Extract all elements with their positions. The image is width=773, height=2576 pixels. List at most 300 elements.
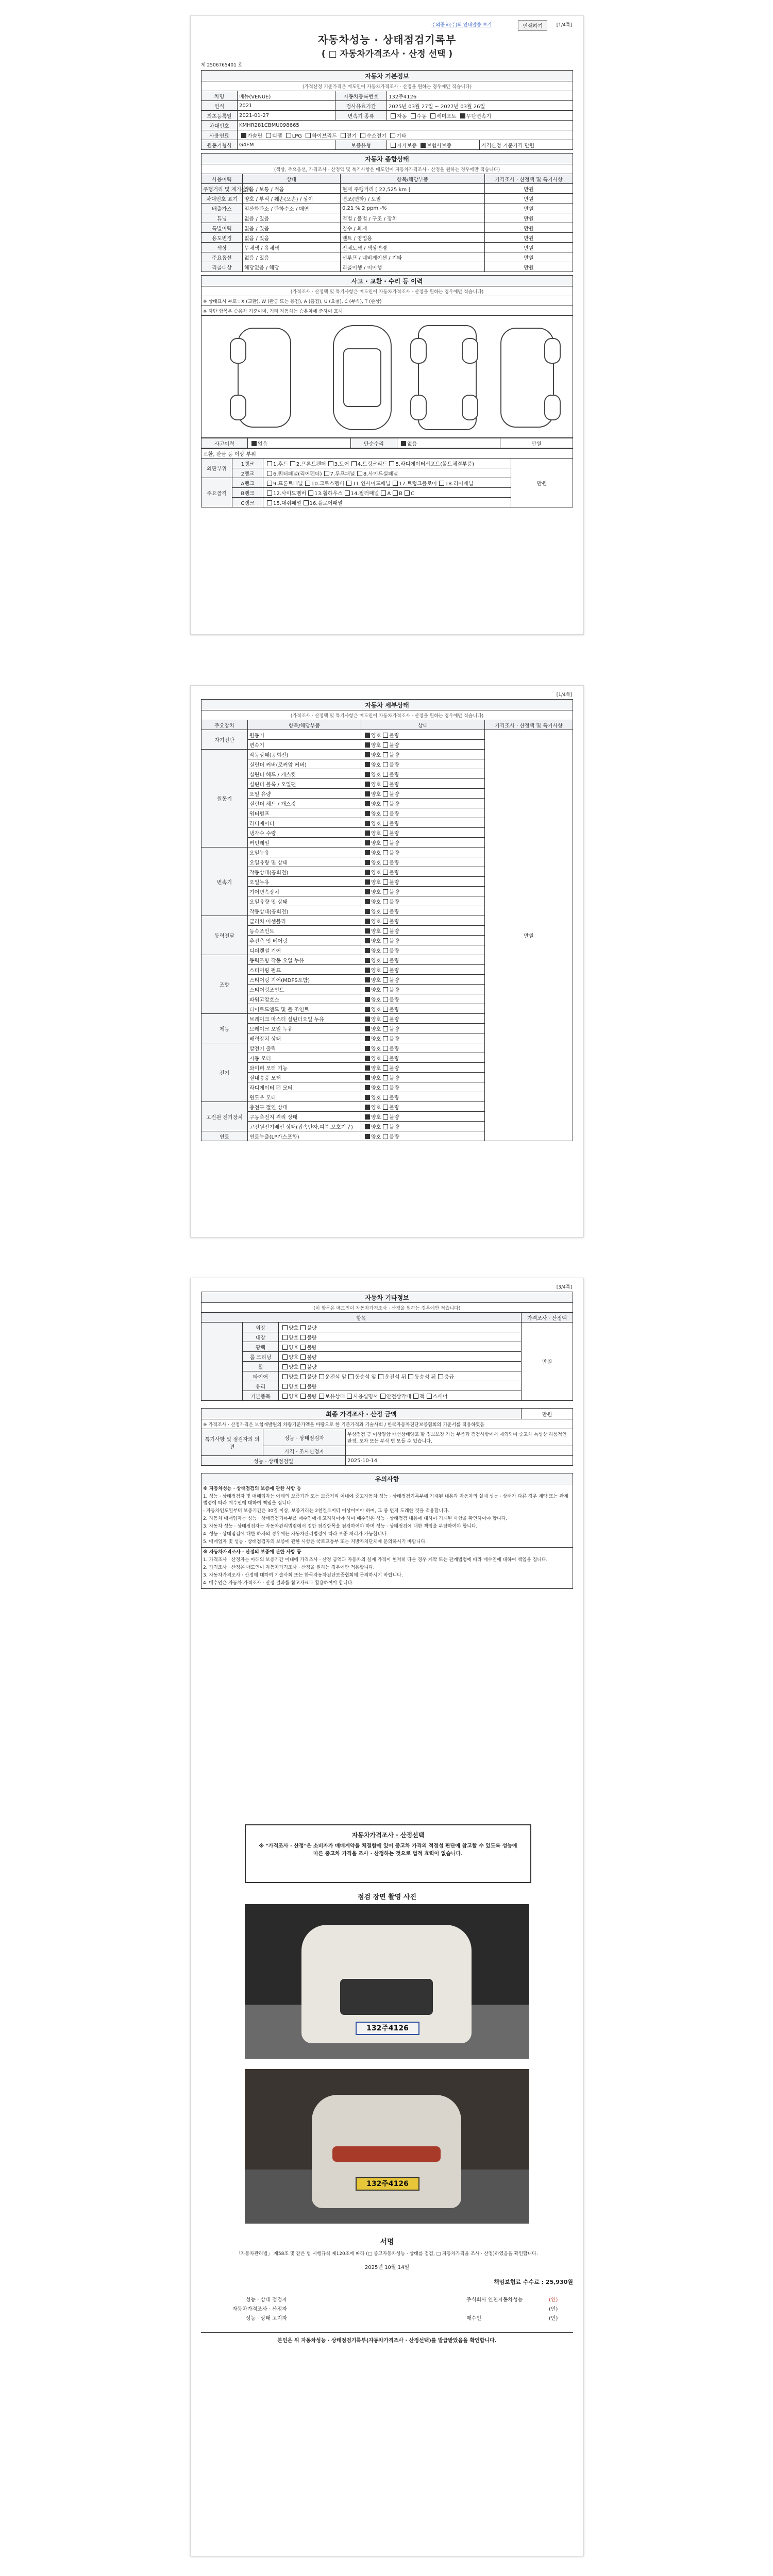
checkbox[interactable] [383,958,388,963]
checkbox[interactable] [383,889,388,894]
checkbox[interactable] [383,1075,388,1080]
checkbox[interactable] [408,1374,413,1379]
checkbox[interactable] [383,928,388,934]
status-label: 리콜대상 [201,262,243,272]
status-section-title: 자동차 종합상태 [201,154,573,164]
accident-section-sub: (가격조사 · 산정액 및 특기사항은 매도인이 자동차가격조사 · 산정을 원하는 경우에만 적습니다) [201,286,573,296]
checkbox[interactable] [383,987,388,992]
state-bad: 불량 [389,762,399,768]
checkbox-checked[interactable] [365,791,370,796]
sign-inspector-label: 성능 · 상태 점검자 [245,2297,287,2303]
checkbox[interactable] [383,977,388,982]
state-bad: 불량 [389,1124,399,1130]
detail-state [361,789,485,799]
label-reg: 자동차등록번호 [335,91,387,101]
detail-state [361,994,485,1004]
checkbox-checked[interactable] [365,782,370,787]
state-bad: 불량 [389,899,399,905]
detail-group: 제동 [201,1014,248,1043]
checkbox[interactable] [282,1335,288,1340]
checkbox[interactable] [324,471,329,476]
check-date-label: 성능 · 상태점검일 [201,1456,346,1466]
checkbox-checked[interactable] [460,113,465,118]
checkbox[interactable] [383,850,388,855]
notice-item: 3. 자동차 성능 · 상태점검자는 자동차관리법령에서 정한 점검항목을 점검하여야 하며 성능 · 상태점검에 대한 책임을 부담하여야 합니다. [203,1524,478,1529]
other-row [201,1342,573,1352]
checkbox[interactable] [383,1065,388,1071]
other-item: 광택 [243,1342,279,1352]
label-fuel: 사용연료 [201,130,238,140]
checkbox[interactable] [383,919,388,924]
detail-item: 충전구 절연 상태 [248,1102,361,1112]
checkbox-checked[interactable] [365,850,370,855]
status-state: 없음 / 있음 [243,213,341,223]
notice-item: 4. 성능 · 상태점검에 대한 하자의 경우에는 자동차관리법령에 따라 보증 처리가 가능합니다. [203,1532,388,1537]
checkbox[interactable] [383,860,388,865]
state-good: 양호 [371,1016,381,1023]
checkbox-checked[interactable] [251,441,257,446]
detail-item: 발전기 출력 [248,1043,361,1053]
col-detail: 항목/해당부품 [341,174,485,184]
status-label: 색상 [201,243,243,252]
detail-item: 원동기 [248,730,361,740]
detail-item: 브레이크 마스터 실린더오일 누유 [248,1014,361,1024]
basic-item: 안전삼각대 [386,1394,411,1400]
status-label: 특별이력 [201,223,243,233]
detail-item: 브레이크 오일 누유 [248,1024,361,1033]
state-good: 양호 [371,801,381,807]
checkbox-checked[interactable] [365,987,370,992]
other-item: 타이어 [243,1371,279,1381]
checkbox-checked[interactable] [421,143,426,148]
checkbox[interactable] [267,471,272,476]
state-bad: 불량 [307,1335,317,1341]
checkbox[interactable] [381,490,386,496]
accident-note-2: ※ 하단 항목은 승용차 기준이며, 기타 자동차는 승용차에 준하여 표시 [201,306,573,316]
checkbox[interactable] [390,133,395,138]
page-number: [1/4쪽] [556,692,572,698]
checkbox-checked[interactable] [365,977,370,982]
other-item: 외장 [243,1323,279,1332]
checkbox[interactable] [383,831,388,836]
checkbox-checked[interactable] [365,919,370,924]
checkbox[interactable] [319,1394,324,1399]
rank-item-label: B [399,490,403,497]
checkbox[interactable] [383,811,388,816]
checkbox-checked[interactable] [365,772,370,777]
checkbox[interactable] [267,490,272,496]
checkbox[interactable] [267,461,272,466]
detail-item: 오일유량 및 상태 [248,857,361,867]
status-price: 만원 [485,223,573,233]
checkbox[interactable] [383,870,388,875]
checkbox[interactable] [383,968,388,973]
state-good: 양호 [289,1364,299,1370]
checkbox[interactable] [383,1114,388,1120]
checkbox[interactable] [290,461,295,466]
rank-item-label: 4.트렁크리드 [357,461,388,467]
checkbox-checked[interactable] [365,1114,370,1120]
checkbox-checked[interactable] [365,1016,370,1022]
state-bad: 불량 [389,752,399,758]
checkbox-checked[interactable] [365,997,370,1002]
checkbox[interactable] [383,997,388,1002]
checkbox[interactable] [300,1394,306,1399]
checkbox[interactable] [328,461,333,466]
checkbox[interactable] [267,500,272,505]
checkbox[interactable] [383,1105,388,1110]
checkbox[interactable] [383,1007,388,1012]
checkbox-checked[interactable] [365,762,370,767]
col-price: 가격조사 · 산정액 및 특기사항 [485,720,573,730]
checkbox[interactable] [383,1085,388,1090]
checkbox[interactable] [383,1124,388,1129]
value-reg: 132주4126 [387,91,573,101]
checkbox-checked[interactable] [365,1105,370,1110]
checkbox[interactable] [306,133,311,138]
checkbox[interactable] [346,481,351,486]
detail-state [361,1092,485,1102]
checkbox[interactable] [347,1394,352,1399]
other-item: 유리 [243,1381,279,1391]
checkbox-checked[interactable] [365,742,370,748]
checkbox[interactable] [383,782,388,787]
checkbox[interactable] [383,821,388,826]
doc-subtitle: ( □ 자동차가격조사 · 산정 선택 ) [321,49,453,59]
detail-state [361,848,485,857]
notice-list-2 [203,1557,571,1587]
detail-item: 구동축전지 격리 상태 [248,1112,361,1122]
other-item: 휠 [243,1362,279,1371]
status-price: 만원 [485,204,573,213]
checkbox[interactable] [439,481,444,486]
checkbox[interactable] [383,1016,388,1022]
detail-state [361,1004,485,1014]
checkbox-checked[interactable] [365,733,370,738]
checkbox-checked[interactable] [365,752,370,757]
wheel-icon [230,395,246,420]
detail-item: 스티어링조인트 [248,985,361,994]
checkbox[interactable] [357,471,362,476]
checkbox[interactable] [383,1134,388,1139]
label-period: 검사유효기간 [335,101,387,111]
state-good: 양호 [371,928,381,935]
rank-item-label: 7.루프패널 [330,471,355,477]
page-number: [3/4쪽] [556,1285,572,1290]
checkbox[interactable] [282,1384,288,1389]
rank-item-label: 17.트렁크플로어 [398,481,437,487]
rankc-label: C랭크 [232,498,263,507]
state-bad: 불량 [389,938,399,944]
checkbox-checked[interactable] [365,948,370,953]
status-state: 일산화탄소 / 탄화수소 / 매연 [243,204,341,213]
checkbox[interactable] [391,113,396,118]
detail-state [361,975,485,985]
sign-mark: (인) [549,2306,558,2312]
checkbox-checked[interactable] [365,1046,370,1051]
other-row [201,1332,573,1342]
checkbox[interactable] [430,113,435,118]
checkbox[interactable] [383,840,388,845]
status-state: 해당없음 / 해당 [243,262,341,272]
checkbox[interactable] [282,1354,288,1360]
rank1-label: 1랭크 [232,459,263,468]
detail-item: 실린더 헤드 / 개스킷 [248,799,361,808]
checkbox[interactable] [300,1384,306,1389]
checkbox[interactable] [304,500,309,505]
wheel-icon [410,395,427,420]
state-good: 양호 [371,977,381,984]
rank2-items [263,468,511,478]
state-good: 양호 [371,987,381,993]
detail-item: 고전원전기배선 상태(접속단자,피복,보호기구) [248,1122,361,1131]
detail-item: 파워고압호스 [248,994,361,1004]
detail-state [361,730,485,740]
detail-state [361,799,485,808]
value-engine: G4FM [238,140,335,150]
checkbox[interactable] [300,1325,306,1330]
checkbox[interactable] [411,113,416,118]
other-state [279,1381,522,1391]
checkbox-checked[interactable] [365,928,370,934]
checkbox[interactable] [345,490,350,496]
status-row [201,223,573,233]
rank-item-label: 5.라디에이터서포트(볼트체결부품) [395,461,475,467]
checkbox[interactable] [383,742,388,748]
checkbox-checked[interactable] [365,1026,370,1031]
basic-section-sub: (가격산정 기준가격은 매도인이 자동차가격조사 · 산정을 원하는 경우에만 적습니다) [201,81,573,91]
checkbox-checked[interactable] [365,1007,370,1012]
state-good: 양호 [371,850,381,856]
state-bad: 불량 [389,782,399,788]
detail-state [361,955,485,965]
checkbox[interactable] [383,899,388,904]
value-vin: KMHR281CBMU098665 [238,121,573,130]
checkbox[interactable] [383,762,388,767]
checkbox-checked[interactable] [365,968,370,973]
checkbox-checked[interactable] [365,899,370,904]
checkbox[interactable] [383,1095,388,1100]
state-good: 양호 [371,742,381,749]
status-row [201,204,573,213]
state-bad: 불량 [389,909,399,915]
checkbox-checked[interactable] [365,821,370,826]
state-bad: 불량 [389,860,399,866]
state-good: 양호 [371,811,381,817]
checkbox[interactable] [383,801,388,806]
page-2 [190,685,584,1238]
checkbox[interactable] [383,1036,388,1041]
accident-note-1: ※ 상태표시 부호 : X (교환), W (판금 또는 용접), A (흠집), U (요철), C (부식), T (손상) [201,296,573,306]
detail-item: 오일누유 [248,877,361,887]
checkbox[interactable] [380,1394,385,1399]
checkbox-checked[interactable] [365,1124,370,1129]
checkbox-checked[interactable] [365,889,370,894]
other-row [201,1352,573,1362]
checkbox[interactable] [348,1374,354,1379]
page-1 [190,15,584,635]
checkbox-checked[interactable] [365,1095,370,1100]
checkbox-checked[interactable] [365,938,370,943]
checkbox[interactable] [383,1046,388,1051]
doc-title: 자동차성능 · 상태점검기록부 [317,33,457,46]
exchange-header: 교환, 판금 등 이상 부위 [201,449,573,459]
checkbox-checked[interactable] [365,870,370,875]
checkbox[interactable] [391,143,396,148]
checkbox-checked[interactable] [365,860,370,865]
status-row [201,213,573,223]
inspection-photo-rear [245,2069,529,2224]
notice-item: - 자동차인도일부터 보증기간은 30일 이상, 보증거리는 2천킬로미터 이상이어야 하며, 그 중 먼저 도래한 것을 적용합니다. [203,1509,449,1514]
state-good: 양호 [371,1065,381,1072]
checkbox[interactable] [300,1374,306,1379]
checkbox-checked[interactable] [365,811,370,816]
checkbox-checked[interactable] [365,1075,370,1080]
checkbox[interactable] [389,461,394,466]
status-price: 만원 [485,252,573,262]
state-bad: 불량 [389,831,399,837]
checkbox[interactable] [286,133,291,138]
state-good: 양호 [371,782,381,788]
rank-item-label: 18.리어패널 [445,481,474,487]
accident-summary-table [201,438,573,448]
checkbox[interactable] [427,1394,432,1399]
checkbox-checked[interactable] [365,879,370,885]
other-state [279,1352,522,1362]
checkbox[interactable] [413,1394,418,1399]
checkbox[interactable] [405,490,410,496]
col-item: 사용이력 [201,174,243,184]
other-item: 기본품목 [243,1391,279,1401]
detail-state [361,818,485,828]
checkbox[interactable] [300,1335,306,1340]
checkbox[interactable] [360,133,365,138]
value-first: 2021-01-27 [238,111,335,121]
state-bad: 불량 [389,889,399,895]
checkbox[interactable] [308,490,313,496]
checkbox[interactable] [282,1394,288,1399]
checkbox[interactable] [282,1374,288,1379]
license-plate: 132주4126 [356,2177,419,2191]
state-bad: 불량 [389,1026,399,1032]
notice-item: 2. 자동차 매매업자는 성능 · 상태점검기록부를 매수인에게 고지하여야 하며 매수인은 성능 · 상태점검 내용에 대하여 기재된 사항을 확인하여야 합니다. [203,1516,508,1521]
checkbox[interactable] [383,938,388,943]
status-detail: 렌트 / 영업용 [341,233,485,243]
checkbox[interactable] [282,1325,288,1330]
checkbox[interactable] [383,733,388,738]
status-price: 만원 [485,233,573,243]
state-good: 양호 [371,899,381,905]
checkbox[interactable] [341,133,346,138]
sign-issuer-label: 성능 · 상태 고지자 [245,2315,287,2321]
final-table [201,1408,573,1466]
checkbox-checked[interactable] [365,958,370,963]
checkbox[interactable] [383,772,388,777]
detail-item: 시동 모터 [248,1053,361,1063]
checkbox[interactable] [266,133,271,138]
status-state: 없음 / 있음 [243,252,341,262]
state-bad: 불량 [389,801,399,807]
checkbox[interactable] [383,948,388,953]
state-good: 양호 [289,1374,299,1380]
checkbox-checked[interactable] [365,1056,370,1061]
print-button[interactable]: 인쇄하기 [518,20,547,31]
checkbox[interactable] [378,1374,383,1379]
state-good: 양호 [289,1345,299,1351]
checkbox[interactable] [383,909,388,914]
other-state [279,1362,522,1371]
checkbox-checked[interactable] [365,831,370,836]
checkbox[interactable] [300,1364,306,1369]
state-bad: 불량 [307,1394,317,1400]
detail-state [361,1014,485,1024]
checkbox[interactable] [383,752,388,757]
checkbox[interactable] [383,1056,388,1061]
checkbox[interactable] [319,1374,324,1379]
checkbox[interactable] [267,481,272,486]
checkbox[interactable] [282,1345,288,1350]
state-bad: 불량 [389,958,399,964]
checkbox[interactable] [383,791,388,796]
checkbox-checked[interactable] [365,909,370,914]
detail-state [361,857,485,867]
checkbox-checked[interactable] [365,1065,370,1071]
checkbox[interactable] [300,1345,306,1350]
value-name: 베뉴(VENUE) [238,91,335,101]
checkbox-checked[interactable] [365,1134,370,1139]
checkbox[interactable] [282,1364,288,1369]
state-good: 양호 [371,840,381,846]
checkbox[interactable] [383,1026,388,1031]
detail-state [361,1112,485,1122]
status-state: 없음 / 있음 [243,223,341,233]
checkbox-checked[interactable] [401,441,406,446]
checkbox[interactable] [438,1374,443,1379]
price-check-box [245,1824,531,1883]
checkbox[interactable] [351,461,357,466]
final-unit: 만원 [522,1409,573,1419]
value-period: 2025년 03월 27일 ~ 2027년 03월 26일 [387,101,573,111]
state-good: 양호 [371,791,381,798]
checkbox[interactable] [383,879,388,885]
checkbox-checked[interactable] [365,1085,370,1090]
state-bad: 불량 [307,1325,317,1331]
detail-item: 윈도우 모터 [248,1092,361,1102]
other-state [279,1323,522,1332]
state-good: 양호 [371,997,381,1003]
price-check-text: ※ "가격조사 · 산정"은 소비자가 매매계약을 체결함에 있어 중고차 가격의 적정성 판단에 참고할 수 있도록 성능에 따른 중고차 가격을 조사 · 산정하는 것으로 법적 효력이 없습니다. [259,1843,517,1857]
wheel-icon [410,338,427,364]
checkbox-checked[interactable] [365,801,370,806]
checkbox[interactable] [393,490,398,496]
notice-link[interactable]: 주의중요(주)의 안내말씀 보기 [431,23,492,28]
state-bad: 불량 [389,987,399,993]
state-bad: 불량 [389,1007,399,1013]
checkbox-checked[interactable] [365,840,370,845]
status-detail: 현재 주행거리 [ 22,525 km ] [341,184,485,194]
checkbox-checked[interactable] [365,1036,370,1041]
checkbox[interactable] [305,481,310,486]
warranty-options: 자가보증 보험사보증 [387,140,480,150]
checkbox[interactable] [300,1354,306,1360]
rankb-label: B랭크 [232,488,263,498]
checkbox[interactable] [393,481,398,486]
checkbox-checked[interactable] [241,133,246,138]
ranka-items [263,478,511,488]
detail-section-sub: (가격조사 · 산정액 및 특기사항은 매도인이 자동차가격조사 · 산정을 원하는 경우에만 적습니다) [201,710,573,720]
price-inspector-label: 가격 · 조사산정자 [263,1446,346,1456]
label-accident: 사고이력 [201,438,248,448]
